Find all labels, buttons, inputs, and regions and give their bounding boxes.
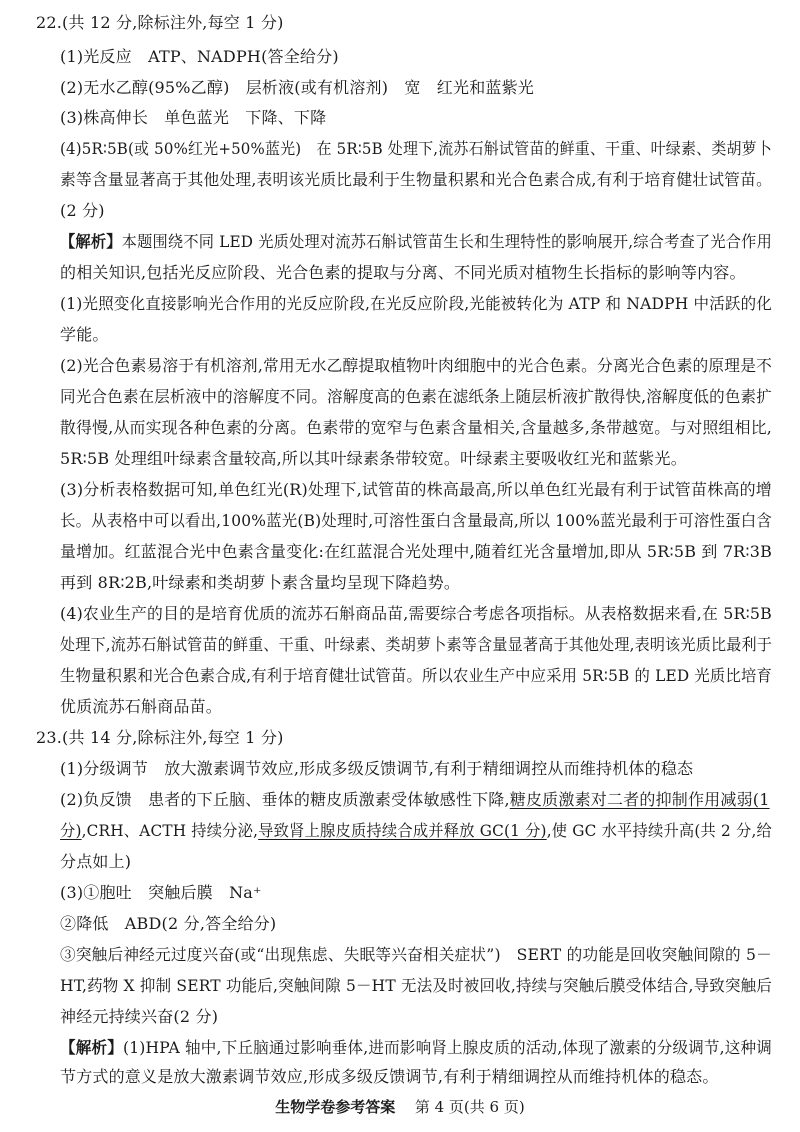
q23-answer-2-line-2-text-b: ,CRH、ACTH 持续分泌, — [81, 821, 259, 840]
q23-answer-2-scoring-point-1-end: 分) — [60, 821, 82, 840]
q22-analysis-line-1 — [60, 231, 800, 253]
q22-analysis-line-2 — [60, 262, 800, 284]
q23-answer-3-2-text: ②降低 ABD(2 分,答全给分) — [60, 914, 277, 933]
q22-explain-4-line-2 — [60, 634, 800, 656]
q22-answer-4-line-3 — [60, 200, 800, 222]
q23-answer-3-3-line-1 — [60, 944, 800, 966]
q22-explain-2-line-1 — [60, 355, 800, 377]
q23-answer-2-line-3 — [60, 851, 800, 873]
q23-analysis-line-2-text: 节方式的意义是放大激素调节效应,形成多级反馈调节,有利于精细调控从而维持机体的稳态。 — [60, 1067, 719, 1086]
q22-answer-4-line-2 — [60, 169, 800, 191]
q23-answer-2-scoring-point-2: 导致肾上腺皮质持续合成并释放 GC(1 分) — [258, 821, 547, 840]
q22-explain-3-line-3 — [60, 541, 800, 563]
q22-explain-2-line-3 — [60, 417, 800, 439]
q23-answer-2-line-1-text-a: (2)负反馈 患者的下丘脑、垂体的糖皮质激素受体敏感性下降, — [60, 790, 510, 809]
q23-answer-3-3-line-3 — [60, 1006, 800, 1028]
q22-explain-1-line-2-text: 学能。 — [60, 325, 109, 344]
q22-explain-4-line-1-text: (4)农业生产的目的是培育优质的流苏石斛商品苗,需要综合考虑各项指标。从表格数据来看,在 5R∶5B — [60, 604, 772, 623]
q22-header — [36, 12, 800, 34]
q23-answer-3-3-line-2 — [60, 975, 800, 997]
q23-analysis-line-1 — [60, 1037, 800, 1059]
q22-answer-2-text: (2)无水乙醇(95%乙醇) 层析液(或有机溶剂) 宽 红光和蓝紫光 — [60, 78, 534, 97]
q22-explain-4-line-3 — [60, 665, 800, 687]
q23-answer-1-text: (1)分级调节 放大激素调节效应,形成多级反馈调节,有利于精细调控从而维持机体的稳态 — [60, 759, 694, 778]
q23-answer-3-3-line-3-text: 神经元持续兴奋(2 分) — [60, 1007, 219, 1026]
q22-answer-3 — [60, 107, 800, 129]
q22-answer-1 — [60, 46, 800, 68]
q22-answer-4-line-1 — [60, 138, 800, 160]
q22-explain-2-line-1-text: (2)光合色素易溶于有机溶剂,常用无水乙醇提取植物叶肉细胞中的光合色素。分离光合色素的原理是不 — [60, 356, 773, 375]
q22-explain-4-line-3-text: 生物量积累和光合色素合成,有利于培育健壮试管苗。所以农业生产中应采用 5R∶5B 的 LED 光质比培育 — [60, 666, 773, 685]
q22-analysis-line-2-text: 的相关知识,包括光反应阶段、光合色素的提取与分离、不同光质对植物生长指标的影响等内容。 — [60, 263, 746, 282]
footer-subject: 生物学卷参考答案 — [275, 1098, 396, 1116]
q22-explain-2-line-3-text: 散得慢,从而实现各种色素的分离。色素带的宽窄与色素含量相关,含量越多,条带越宽。与对照组相比, — [60, 418, 773, 437]
q22-explain-3-line-1-text: (3)分析表格数据可知,单色红光(R)处理下,试管苗的株高最高,所以单色红光最有利于试管苗株高的增 — [60, 480, 772, 499]
q22-explain-3-line-2-text: 长。从表格中可以看出,100%蓝光(B)处理时,可溶性蛋白含量最高,所以 100%蓝光最利于可溶性蛋白含 — [60, 511, 772, 530]
q22-answer-2 — [60, 77, 800, 99]
q23-answer-3-2 — [60, 913, 800, 935]
q22-explain-3-line-1 — [60, 479, 800, 501]
q23-analysis-line-1-text: (1)HPA 轴中,下丘脑通过影响垂体,进而影响肾上腺皮质的活动,体现了激素的分级调节,这种调 — [122, 1038, 773, 1057]
q22-analysis-tag: 【解析】 — [60, 232, 122, 251]
q23-answer-2-line-2-text-d: ,使 GC 水平持续升高(共 2 分,给 — [546, 821, 772, 840]
q22-explain-3-line-4-text: 再到 8R∶2B,叶绿素和类胡萝卜素含量均呈现下降趋势。 — [60, 573, 461, 592]
footer-page-number: 第 4 页(共 6 页) — [414, 1098, 525, 1116]
q22-explain-2-line-2-text: 同光合色素在层析液中的溶解度不同。溶解度高的色素在滤纸条上随层析液扩散得快,溶解度低的色素扩 — [60, 387, 772, 406]
q22-explain-1-line-1 — [60, 293, 800, 315]
q23-answer-3-3-line-1-text: ③突触后神经元过度兴奋(或“出现焦虑、失眠等兴奋相关症状”) SERT 的功能是回收突触间隙的 5－ — [60, 945, 772, 964]
q22-answer-3-text: (3)株高伸长 单色蓝光 下降、下降 — [60, 108, 327, 127]
q22-explain-1-line-1-text: (1)光照变化直接影响光合作用的光反应阶段,在光反应阶段,光能被转化为 ATP 和 NADPH 中活跃的化 — [60, 294, 772, 313]
q22-explain-3-line-3-text: 量增加。红蓝混合光中色素含量变化:在红蓝混合光处理中,随着红光含量增加,即从 5R∶5B 到 7R∶3B — [60, 542, 773, 561]
q23-answer-3-3-line-2-text: HT,药物 X 抑制 SERT 功能后,突触间隙 5－HT 无法及时被回收,持续与突触后膜受体结合,导致突触后 — [60, 976, 773, 995]
q22-explain-4-line-4 — [60, 696, 800, 718]
q23-answer-2-scoring-point-1: 糖皮质激素对二者的抑制作用减弱(1 — [509, 790, 770, 809]
q22-explain-3-line-4 — [60, 572, 800, 594]
q23-header-text: 23.(共 14 分,除标注外,每空 1 分) — [36, 728, 284, 747]
q23-answer-3-text: (3)①胞吐 突触后膜 Na⁺ — [60, 883, 262, 902]
q22-answer-4-line-3-text: (2 分) — [60, 201, 105, 220]
q23-header — [36, 727, 800, 749]
q22-analysis-line-1-text: 本题围绕不同 LED 光质处理对流苏石斛试管苗生长和生理特性的影响展开,综合考查了光合作用 — [121, 232, 773, 251]
page-footer — [0, 1096, 800, 1118]
q22-explain-4-line-4-text: 优质流苏石斛商品苗。 — [60, 697, 223, 716]
q22-answer-4-line-1-text: (4)5R∶5B(或 50%红光+50%蓝光) 在 5R∶5B 处理下,流苏石斛试管苗的鲜重、干重、叶绿素、类胡萝卜 — [60, 139, 773, 158]
q22-answer-1-text: (1)光反应 ATP、NADPH(答全给分) — [60, 47, 339, 66]
q23-answer-3 — [60, 882, 800, 904]
q22-explain-1-line-2 — [60, 324, 800, 346]
q22-explain-2-line-2 — [60, 386, 800, 408]
q23-analysis-line-2 — [60, 1066, 800, 1088]
q22-explain-2-line-4 — [60, 448, 800, 470]
q22-header-text: 22.(共 12 分,除标注外,每空 1 分) — [36, 13, 284, 32]
q23-answer-2-line-1 — [60, 789, 800, 811]
q22-explain-4-line-2-text: 处理下,流苏石斛试管苗的鲜重、干重、叶绿素、类胡萝卜素等含量显著高于其他处理,表明该光质比最利于 — [60, 635, 773, 654]
q23-answer-1 — [60, 758, 800, 780]
q22-explain-3-line-2 — [60, 510, 800, 532]
q22-answer-4-line-2-text: 素等含量显著高于其他处理,表明该光质比最利于生物量积累和光合色素合成,有利于培育健壮试管苗。 — [60, 170, 773, 189]
q22-explain-2-line-4-text: 5R∶5B 处理组叶绿素含量较高,所以其叶绿素条带较宽。叶绿素主要吸收红光和蓝紫光。 — [60, 449, 687, 468]
q23-answer-2-line-3-text: 分点如上) — [60, 852, 132, 871]
q23-analysis-tag: 【解析】 — [60, 1038, 123, 1057]
q23-answer-2-line-2 — [60, 820, 800, 842]
q22-explain-4-line-1 — [60, 603, 800, 625]
